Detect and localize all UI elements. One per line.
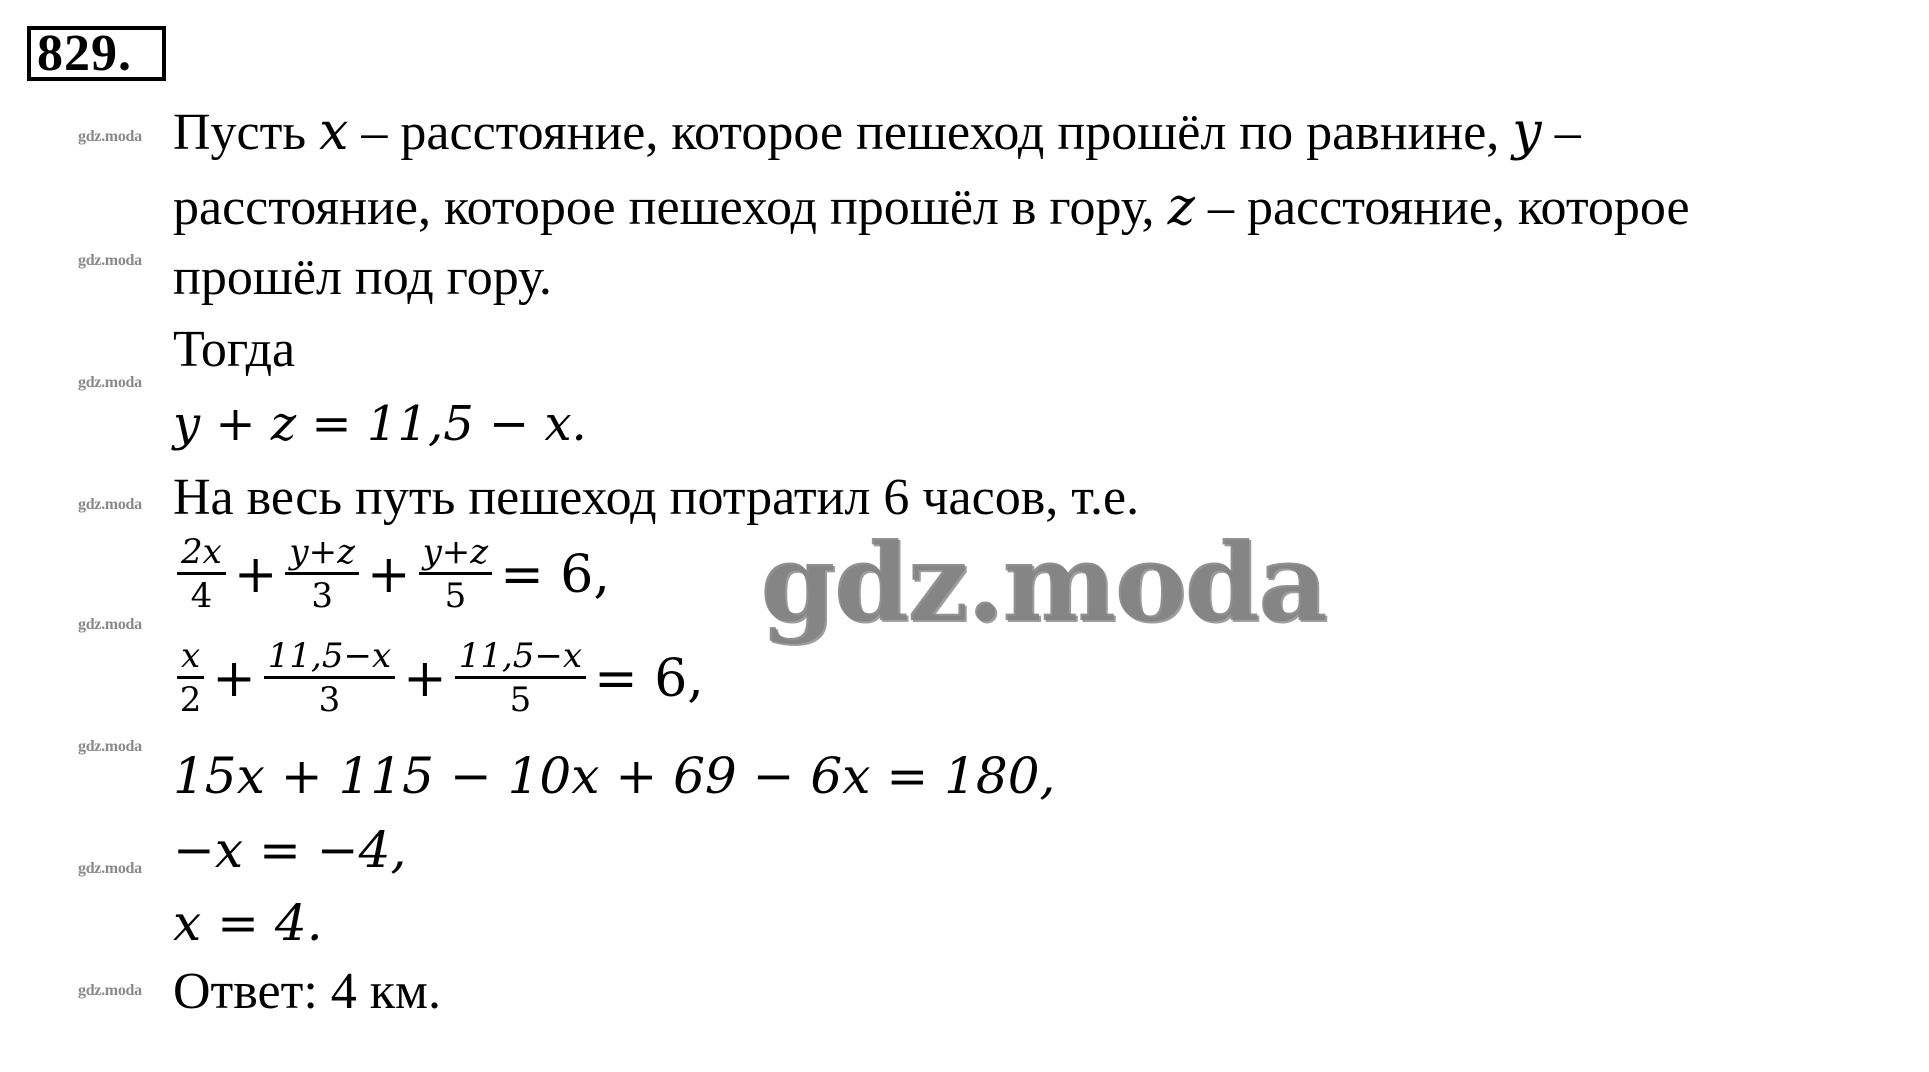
side-watermark: gdz.moda — [78, 128, 142, 145]
then-line: Тогда — [173, 321, 296, 378]
side-watermark: gdz.moda — [78, 374, 142, 391]
var-y: y — [1512, 102, 1542, 162]
equation-1: y + z = 11,5 − x. — [173, 396, 587, 452]
equation-5: −x = −4, — [173, 821, 407, 879]
paragraph-line-3: прошёл под гору. — [173, 249, 552, 306]
fraction: $\frac{x}{2}$ — [177, 636, 204, 721]
equation-6: x = 4. — [173, 894, 323, 952]
side-watermark: gdz.moda — [78, 738, 142, 755]
equation-2: $\frac{2x}{4}$ + $\frac{y+z}{3}$ + $\frac{y+z}{5}$ = 6, — [173, 532, 614, 642]
center-watermark: gdz.moda — [760, 520, 1326, 646]
fraction: $\frac{2x}{4}$ — [177, 532, 226, 617]
fraction: $\frac{y+z}{5}$ — [419, 532, 493, 617]
paragraph-line-2: расстояние, которое пешеход прошёл в гору, z – расстояние, которое — [173, 177, 1690, 237]
fraction: $\frac{11,5-x}{3}$ — [264, 636, 395, 721]
side-watermark: gdz.moda — [78, 252, 142, 269]
paragraph-line-1: Пусть x – расстояние, которое пешеход прошёл по равнине, y – — [173, 102, 1581, 162]
side-watermark: gdz.moda — [78, 860, 142, 877]
fraction: $\frac{11,5-x}{5}$ — [455, 636, 586, 721]
answer-line: Ответ: 4 км. — [173, 963, 441, 1020]
equation-3: $\frac{x}{2}$ + $\frac{11,5-x}{3}$ + $\frac{11,5-x}{5}$ = 6, — [173, 636, 708, 746]
paragraph-2: На весь путь пешеход потратил 6 часов, т.е. — [173, 469, 1140, 526]
problem-number: 829. — [27, 26, 166, 81]
side-watermark: gdz.moda — [78, 982, 142, 999]
equation-4: 15x + 115 − 10x + 69 − 6x = 180, — [173, 747, 1056, 805]
var-x: x — [319, 102, 349, 162]
var-z: z — [1167, 177, 1195, 237]
side-watermark: gdz.moda — [78, 616, 142, 633]
side-watermark: gdz.moda — [78, 496, 142, 513]
fraction: $\frac{y+z}{3}$ — [285, 532, 359, 617]
